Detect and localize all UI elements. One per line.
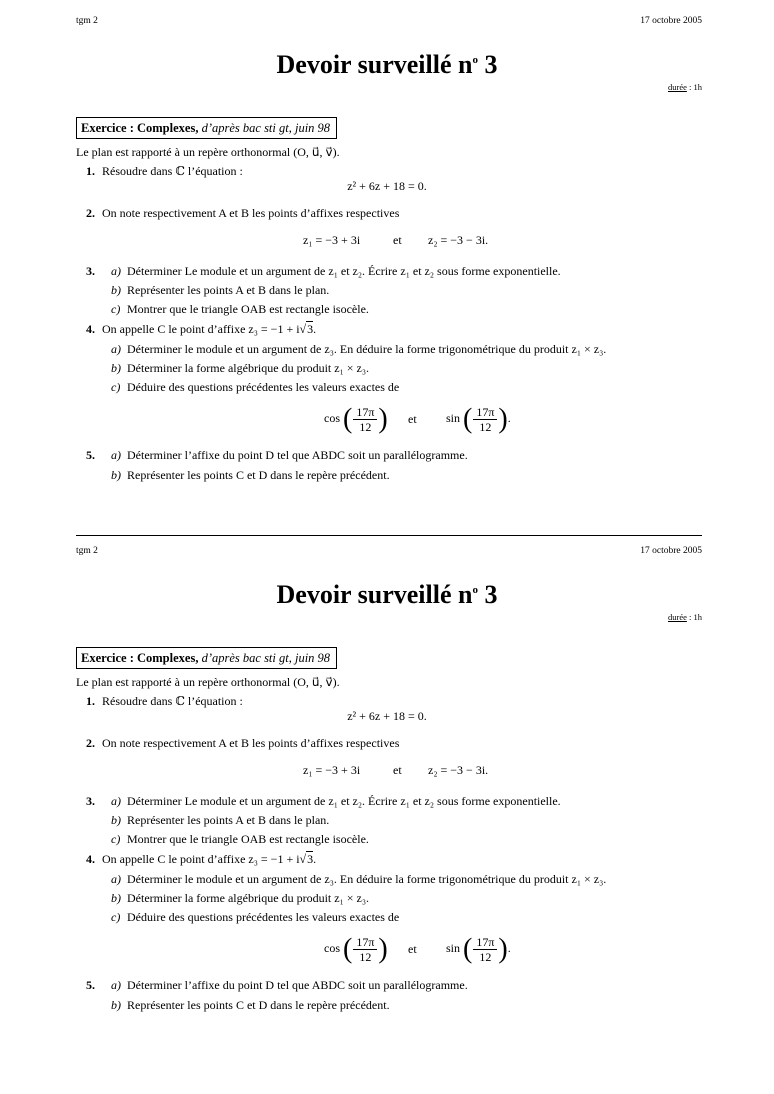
q2-eq1: z₁ = −3 + 3i [303, 233, 361, 247]
sin-period: . [507, 411, 511, 425]
q5b-text: Représenter les points C et D dans le repère précédent. [127, 468, 390, 482]
title-number: 3 [477, 50, 498, 79]
sin-frac-numerator: 17π [473, 935, 497, 950]
exam-copy-bottom [0, 530, 774, 1060]
q3a-text: Déterminer Le module et un argument de z₁ et z₂. Écrire z₁ et z₂ sous forme exponentielle. [127, 794, 561, 808]
q5-number: 5. [86, 978, 95, 992]
q4c-label: c) [111, 380, 121, 394]
title-superscript: o [472, 54, 478, 66]
title-text: Devoir surveillé n [276, 580, 473, 609]
q4c-and: et [408, 942, 417, 956]
q2-number: 2. [86, 736, 95, 750]
cos-fraction [353, 405, 377, 434]
q5-number: 5. [86, 448, 95, 462]
q5a-label: a) [111, 448, 121, 462]
q4a-label: a) [111, 342, 121, 356]
q5a-label: a) [111, 978, 121, 992]
q4c-and: et [408, 412, 417, 426]
q4-radicand: 3 [307, 322, 314, 336]
q2-text: On note respectivement A et B les points d’affixes respectives [102, 736, 400, 750]
header-date: 17 octobre 2005 [640, 546, 702, 556]
q1-number: 1. [86, 694, 95, 708]
q3b-label: b) [111, 813, 121, 827]
q3a-label: a) [111, 264, 121, 278]
cos-label: cos [324, 941, 340, 955]
page-title [0, 580, 774, 610]
q3a-label: a) [111, 794, 121, 808]
q4-text-main: On appelle C le point d’affixe z₃ = −1 + i√ [102, 852, 307, 866]
cos-frac-denominator: 12 [359, 419, 372, 434]
cos-label: cos [324, 411, 340, 425]
q4b-label: b) [111, 361, 121, 375]
q4-radicand: 3 [307, 852, 314, 866]
title-number: 3 [477, 580, 498, 609]
q4-text-end: . [313, 852, 317, 866]
q4a-label: a) [111, 872, 121, 886]
q4-text-end: . [313, 322, 317, 336]
duration-label: durée [667, 612, 687, 622]
q2-and: et [393, 763, 402, 777]
exercise-heading-source: d’après bac sti gt, juin 98 [198, 651, 331, 665]
exercise-heading-source: d’après bac sti gt, juin 98 [198, 121, 331, 135]
exercise-heading-bold: Exercice : Complexes, [81, 121, 199, 135]
q3c-text: Montrer que le triangle OAB est rectangle isocèle. [127, 832, 369, 846]
sin-frac-denominator: 12 [479, 419, 492, 434]
sin-expression: sin ( $\frac{17\pi}{12}$ ). [446, 403, 511, 435]
q3-number: 3. [86, 264, 95, 278]
duration-label: durée [667, 82, 687, 92]
duration-value: : 1h [686, 612, 702, 622]
q4c-label: c) [111, 910, 121, 924]
duration-value: : 1h [686, 82, 702, 92]
q2-number: 2. [86, 206, 95, 220]
exercise-intro: Le plan est rapporté à un repère orthonormal (O, u⃗, v⃗). [76, 675, 340, 689]
sin-label: sin [446, 411, 461, 425]
title-text: Devoir surveillé n [276, 50, 473, 79]
q3c-label: c) [111, 832, 121, 846]
q4c-text: Déduire des questions précédentes les valeurs exactes de [127, 910, 400, 924]
q3b-text: Représenter les points A et B dans le plan. [127, 813, 330, 827]
q1-equation: z² + 6z + 18 = 0. [347, 709, 427, 723]
exam-copy-top [0, 0, 774, 530]
q1-text: Résoudre dans ℂ l’équation : [102, 164, 243, 178]
header-date: 17 octobre 2005 [640, 16, 702, 26]
q1-number: 1. [86, 164, 95, 178]
sin-frac-numerator: 17π [473, 405, 497, 420]
exercise-intro: Le plan est rapporté à un repère orthonormal (O, u⃗, v⃗). [76, 145, 340, 159]
q4-number: 4. [86, 852, 95, 866]
exercise-heading-bold: Exercice : Complexes, [81, 651, 199, 665]
q2-text: On note respectivement A et B les points d’affixes respectives [102, 206, 400, 220]
q1-text: Résoudre dans ℂ l’équation : [102, 694, 243, 708]
cos-frac-numerator: 17π [353, 405, 377, 420]
q5a-text: Déterminer l’affixe du point D tel que ABDC soit un parallélogramme. [127, 978, 468, 992]
q3-number: 3. [86, 794, 95, 808]
q4b-text: Déterminer la forme algébrique du produit z₁ × z₃. [127, 361, 370, 375]
cos-expression: cos ( $\frac{17\pi}{12}$ ) [324, 403, 388, 435]
q5a-text: Déterminer l’affixe du point D tel que ABDC soit un parallélogramme. [127, 448, 468, 462]
q4-text-main: On appelle C le point d’affixe z₃ = −1 + i√ [102, 322, 307, 336]
q4a-text: Déterminer le module et un argument de z₃. En déduire la forme trigonométrique du produit z₁ × z₃. [127, 872, 607, 886]
sin-label: sin [446, 941, 461, 955]
cut-separator-line [76, 535, 702, 536]
q4b-text: Déterminer la forme algébrique du produit z₁ × z₃. [127, 891, 370, 905]
q5b-label: b) [111, 468, 121, 482]
q3b-label: b) [111, 283, 121, 297]
q2-and: et [393, 233, 402, 247]
title-superscript: o [472, 584, 478, 596]
q4-text [102, 852, 316, 866]
duration [668, 612, 702, 622]
sin-fraction [473, 935, 497, 964]
q4-text [102, 322, 316, 336]
q3a-text: Déterminer Le module et un argument de z₁ et z₂. Écrire z₁ et z₂ sous forme exponentielle. [127, 264, 561, 278]
sin-frac-denominator: 12 [479, 949, 492, 964]
q5b-text: Représenter les points C et D dans le repère précédent. [127, 998, 390, 1012]
duration [668, 82, 702, 92]
q3c-label: c) [111, 302, 121, 316]
exercise-heading-box [76, 647, 337, 669]
q5b-label: b) [111, 998, 121, 1012]
exercise-heading-box [76, 117, 337, 139]
q3b-text: Représenter les points A et B dans le plan. [127, 283, 330, 297]
cos-fraction [353, 935, 377, 964]
cos-frac-numerator: 17π [353, 935, 377, 950]
q4-number: 4. [86, 322, 95, 336]
q1-equation: z² + 6z + 18 = 0. [347, 179, 427, 193]
header-class: tgm 2 [76, 546, 98, 556]
sin-fraction [473, 405, 497, 434]
q3c-text: Montrer que le triangle OAB est rectangle isocèle. [127, 302, 369, 316]
page-title [0, 50, 774, 80]
q2-eq2: z₂ = −3 − 3i. [428, 763, 489, 777]
q2-eq2: z₂ = −3 − 3i. [428, 233, 489, 247]
cos-expression: cos ( $\frac{17\pi}{12}$ ) [324, 933, 388, 965]
q4b-label: b) [111, 891, 121, 905]
cos-frac-denominator: 12 [359, 949, 372, 964]
sin-period: . [507, 941, 511, 955]
q2-eq1: z₁ = −3 + 3i [303, 763, 361, 777]
q4a-text: Déterminer le module et un argument de z₃. En déduire la forme trigonométrique du produit z₁ × z₃. [127, 342, 607, 356]
q4c-text: Déduire des questions précédentes les valeurs exactes de [127, 380, 400, 394]
sin-expression: sin ( $\frac{17\pi}{12}$ ). [446, 933, 511, 965]
header-class: tgm 2 [76, 16, 98, 26]
